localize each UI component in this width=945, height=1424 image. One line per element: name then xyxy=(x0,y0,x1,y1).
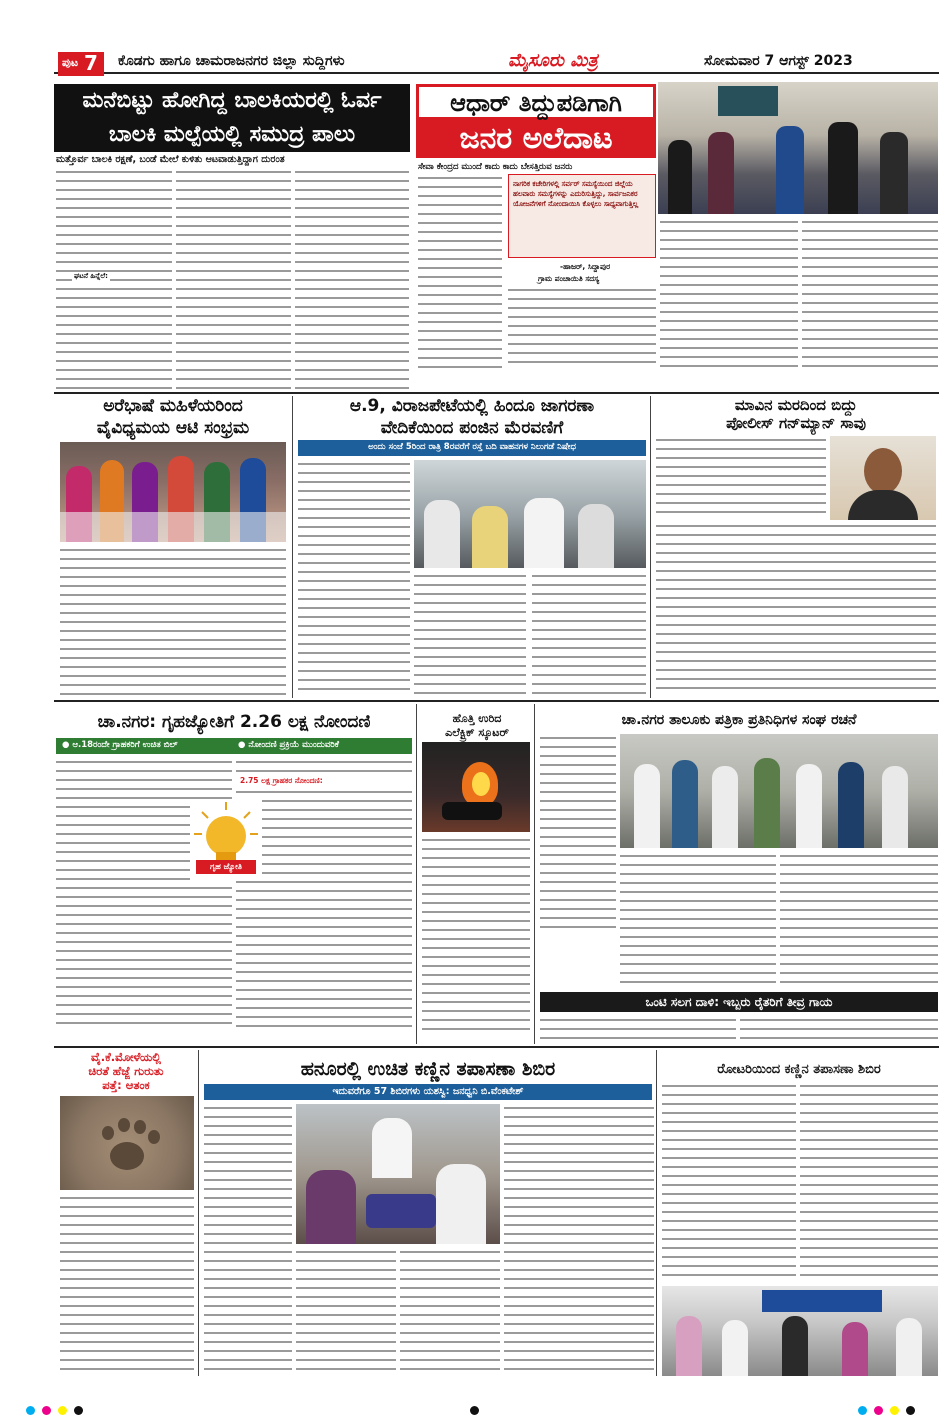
registration-dot xyxy=(26,1406,35,1415)
body-column xyxy=(780,852,938,990)
subhead-sea: ಮತ್ತೊರ್ವ ಬಾಲಕಿ ರಕ್ಷಣೆ, ಬಂಡೆ ಮೇಲೆ ಕುಳಿತು ಆಟವಾಡುತ್ತಿದ್ದಾಗ ದುರಂತ xyxy=(56,154,285,165)
body-column xyxy=(540,734,616,934)
registration-dot xyxy=(470,1406,479,1415)
photo-gunman-portrait xyxy=(830,436,936,520)
body-column xyxy=(802,218,938,368)
headline-women-line2: ವೈವಿಧ್ಯಮಯ ಆಟಿ ಸಂಭ್ರಮ xyxy=(96,418,250,438)
text-block xyxy=(236,758,412,774)
section-title: ಕೊಡಗು ಹಾಗೂ ಚಾಮರಾಜನಗರ ಜಿಲ್ಲಾ ಸುದ್ದಿಗಳು xyxy=(118,53,345,69)
headline-virajpet-line2: ವೇದಿಕೆಯಿಂದ ಪಂಜಿನ ಮೆರವಣಿಗೆ xyxy=(380,418,564,438)
caption-aadhar: ಸೇವಾ ಕೇಂದ್ರದ ಮುಂದೆ ಕಾದು ಕಾದು ಬೇಸತ್ತಿರುವ ಜನರು xyxy=(418,162,573,172)
divider xyxy=(292,396,293,698)
body-column xyxy=(60,546,286,696)
body-column xyxy=(295,168,409,390)
body-column xyxy=(620,852,776,990)
divider xyxy=(656,1050,657,1376)
page-label: ಪುಟ xyxy=(62,56,79,69)
photo-women-group xyxy=(60,442,286,542)
body-column xyxy=(660,218,798,368)
bulb-label: ಗೃಹ ಜ್ಯೋತಿ xyxy=(196,860,256,874)
divider xyxy=(534,704,535,1044)
body-column xyxy=(56,758,232,1030)
divider xyxy=(416,704,417,1044)
page-number: 7 xyxy=(84,51,98,75)
registration-dot xyxy=(890,1406,899,1415)
byline-aadhar: -ಹಾಜರ್, ಸಿದ್ದಾಪುರ xyxy=(560,262,611,271)
photo-press-group xyxy=(620,734,938,848)
body-column xyxy=(800,1082,938,1282)
headline-grihajyothi: ಚಾ.ನಗರ: ಗೃಹಜ್ಯೋತಿಗೆ 2.26 ಲಕ್ಷ ನೋಂದಣಿ xyxy=(97,712,371,732)
divider xyxy=(54,700,939,702)
registration-dot xyxy=(874,1406,883,1415)
divider xyxy=(650,396,651,698)
body-column xyxy=(204,1104,292,1376)
headline-elephant: ಒಂಟಿ ಸಲಗ ದಾಳಿ: ಇಬ್ಬರು ರೈತರಿಗೆ ತೀವ್ರ ಗಾಯ xyxy=(540,992,938,1012)
body-column xyxy=(236,788,412,1030)
headline-scooter-line1: ಹೊತ್ತಿ ಉರಿದ xyxy=(452,712,502,725)
body-column xyxy=(296,1248,396,1376)
photo-burning-scooter xyxy=(422,742,530,832)
headline-aadhar-line1: ಆಧಾರ್ ತಿದ್ದುಪಡಿಗಾಗಿ xyxy=(416,84,656,120)
strip-virajpet: ಅಂದು ಸಂಜೆ 5ರಿಂದ ರಾತ್ರಿ 8ರವರೆಗೆ ರಸ್ತೆ ಬದಿ ವಾಹನಗಳ ನಿಲುಗಡೆ ನಿಷೇಧ xyxy=(298,440,646,456)
byline-aadhar-role: ಗ್ರಾಮ ಪಂಚಾಯಿತಿ ಸದಸ್ಯ xyxy=(538,274,600,283)
registration-dot xyxy=(906,1406,915,1415)
body-column xyxy=(298,460,410,696)
registration-dot xyxy=(74,1406,83,1415)
body-column xyxy=(540,1016,736,1044)
headline-tiger-line1: ವೈ.ಕೆ.ಮೋಳೆಯಲ್ಲಿ xyxy=(91,1050,161,1064)
strip-grihajyothi-b: ● ನೋಂದಣಿ ಪ್ರಕ್ರಿಯೆ ಮುಂದುವರಿಕೆ xyxy=(232,738,412,754)
body-column xyxy=(662,1082,796,1282)
headline-tiger-line3: ಪತ್ತೆ: ಆತಂಕ xyxy=(102,1078,150,1092)
body-column xyxy=(504,1104,654,1376)
body-column xyxy=(740,1016,938,1044)
body-column xyxy=(414,572,526,696)
divider xyxy=(198,1050,199,1376)
pullquote-aadhar: ನಾಗರಿಕ ಕಚೇರಿಗಳಲ್ಲಿ ಸರ್ವರ್ ಸಮಸ್ಯೆಯಿಂದ ಜಿಲ್ಲೆಯ ಹಲವಾರು ಸಮಸ್ಯೆಗಳನ್ನು ಎದುರಿಸುತ್ತಿದ್ದು, ಸಾರ್ವಜನಿಕರ ಯೋಜನೆಗಳಿಗೆ ನೋಂದಾಯಿಸಿ ಕೊಳ್ಳಲು ಸಾಧ್ಯವಾಗುತ್ತಿಲ್ಲ xyxy=(508,174,656,258)
headline-press: ಚಾ.ನಗರ ತಾಲೂಕು ಪತ್ರಿಕಾ ಪ್ರತಿನಿಧಿಗಳ ಸಂಘ ರಚನೆ xyxy=(621,712,857,728)
issue-date: ಸೋಮವಾರ 7 ಆಗಸ್ಟ್ 2023 xyxy=(704,53,853,69)
strip-eyecamp: ಇದುವರೆಗೂ 57 ಶಿಬಿರಗಳು ಯಶಸ್ವಿ: ಜನಧ್ವನಿ ಬಿ.ವೆಂಕಟೇಶ್ xyxy=(204,1084,652,1100)
registration-dot xyxy=(858,1406,867,1415)
registration-dot xyxy=(58,1406,67,1415)
newspaper-logo: ಮೈಸೂರು ಮಿತ್ರ xyxy=(508,50,598,71)
photo-pugmark xyxy=(60,1096,194,1190)
photo-virajpet-meeting xyxy=(414,460,646,568)
page-number-box xyxy=(58,52,104,76)
body-column xyxy=(656,436,826,516)
photo-eyecamp xyxy=(296,1104,500,1244)
photo-rotary-camp xyxy=(662,1286,938,1376)
body-column xyxy=(60,1194,194,1374)
headline-aadhar-line2: ಜನರ ಅಲೆದಾಟ xyxy=(416,120,656,158)
callout-registration: 2.75 ಲಕ್ಷ ಗ್ರಾಹಕರ ನೋಂದಣಿ: xyxy=(240,776,323,785)
body-column xyxy=(656,522,936,696)
divider xyxy=(54,1046,939,1048)
headline-scooter-line2: ಎಲೆಕ್ಟ್ರಿಕ್ ಸ್ಕೂಟರ್ xyxy=(445,726,509,739)
headline-tiger-line2: ಚಿರತೆ ಹೆಜ್ಜೆ ಗುರುತು xyxy=(88,1064,164,1078)
body-column xyxy=(508,286,656,368)
headline-sea-line1: ಮನೆಬಿಟ್ಟು ಹೋಗಿದ್ದ ಬಾಲಕಿಯರಲ್ಲಿ ಓರ್ವ xyxy=(54,84,410,118)
inset-heading: ಘಟನೆ ಹಿನ್ನೆಲೆ: xyxy=(74,272,108,280)
headline-eyecamp: ಹನೂರಲ್ಲಿ ಉಚಿತ ಕಣ್ಣಿನ ತಪಾಸಣಾ ಶಿಬಿರ xyxy=(300,1058,556,1080)
body-column xyxy=(418,174,502,368)
body-column xyxy=(400,1248,500,1376)
strip-grihajyothi-a: ● ಆ.18ರಂದೇ ಗ್ರಾಹಕರಿಗೆ ಉಚಿತ ಬಿಲ್ xyxy=(56,738,232,754)
headline-mango-line2: ಪೋಲೀಸ್ ಗನ್‌ಮ್ಯಾನ್ ಸಾವು xyxy=(726,414,866,432)
headline-mango-line1: ಮಾವಿನ ಮರದಿಂದ ಬಿದ್ದು xyxy=(734,396,858,414)
body-column xyxy=(176,168,291,390)
headline-virajpet-line1: ಆ.9, ವಿರಾಜಪೇಟೆಯಲ್ಲಿ ಹಿಂದೂ ಜಾಗರಣಾ xyxy=(349,396,595,416)
divider xyxy=(54,392,939,394)
photo-aadhar-queue xyxy=(658,82,938,214)
body-column xyxy=(532,572,646,696)
headline-women-line1: ಅರೆಭಾಷೆ ಮಹಿಳೆಯರಿಂದ xyxy=(103,396,243,416)
headline-sea-line2: ಬಾಲಕಿ ಮಲ್ಪೆಯಲ್ಲಿ ಸಮುದ್ರ ಪಾಲು xyxy=(54,118,410,152)
registration-dot xyxy=(42,1406,51,1415)
body-column xyxy=(422,836,530,1030)
headline-rotary: ರೋಟರಿಯಿಂದ ಕಣ್ಣಿನ ತಪಾಸಣಾ ಶಿಬಿರ xyxy=(717,1062,881,1077)
